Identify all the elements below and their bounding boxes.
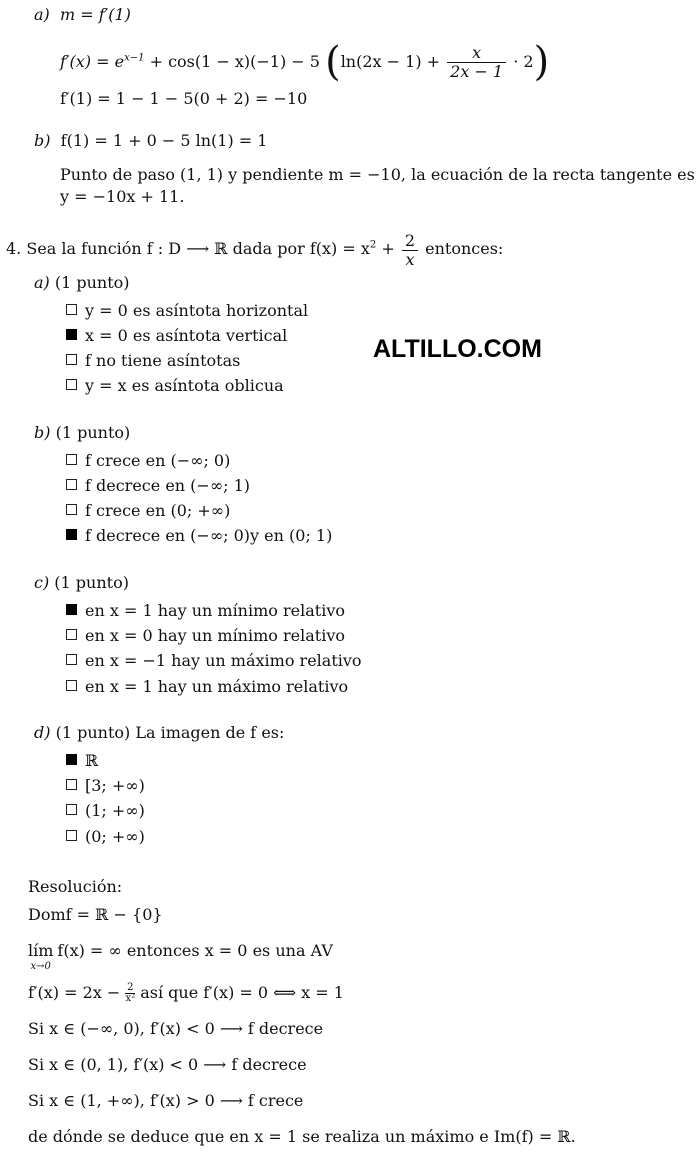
option-item[interactable]: ℝ bbox=[66, 750, 98, 772]
checkbox-icon[interactable] bbox=[66, 354, 77, 365]
tangent-text-2: y = −10x + 11. bbox=[60, 187, 185, 206]
option-item[interactable]: f decrece en (−∞; 1) bbox=[66, 475, 250, 497]
checkbox-checked-icon[interactable] bbox=[66, 754, 77, 765]
subq-c-header: c) (1 punto) bbox=[34, 573, 129, 592]
checkbox-checked-icon[interactable] bbox=[66, 529, 77, 540]
checkbox-checked-icon[interactable] bbox=[66, 329, 77, 340]
derivative-eval: f′(1) = 1 − 1 − 5(0 + 2) = −10 bbox=[60, 89, 308, 108]
checkbox-icon[interactable] bbox=[66, 654, 77, 665]
option-item[interactable]: f no tiene asíntotas bbox=[66, 350, 240, 372]
option-item[interactable]: en x = 1 hay un mínimo relativo bbox=[66, 600, 345, 622]
resolution-title: Resolución: bbox=[28, 877, 123, 896]
subq-b-header: b) (1 punto) bbox=[34, 423, 131, 442]
option-item[interactable]: f crece en (−∞; 0) bbox=[66, 450, 230, 472]
limit-line: lím x→0 f(x) = ∞ entonces x = 0 es una AV bbox=[28, 941, 333, 972]
prev-part-b-header: b) f(1) = 1 + 0 − 5 ln(1) = 1 bbox=[34, 131, 268, 150]
checkbox-icon[interactable] bbox=[66, 804, 77, 815]
option-item[interactable]: en x = 0 hay un mínimo relativo bbox=[66, 625, 345, 647]
checkbox-checked-icon[interactable] bbox=[66, 604, 77, 615]
option-item[interactable]: f crece en (0; +∞) bbox=[66, 500, 230, 522]
derivative-formula: $f'(x) = e^{x-1} + \cos(1 - x)(-1) - 5$ (ln(2x − 1) + $\frac{x}{2x - 1}$ · 2) bbox=[60, 39, 550, 85]
checkbox-icon[interactable] bbox=[66, 779, 77, 790]
derivative-line: f′(x) = 2x − $\frac{2}{\text{x²}}$ así que f′(x) = 0 ⟺ x = 1 bbox=[28, 982, 344, 1004]
checkbox-icon[interactable] bbox=[66, 304, 77, 315]
option-item[interactable]: y = 0 es asíntota horizontal bbox=[66, 300, 308, 322]
checkbox-icon[interactable] bbox=[66, 680, 77, 691]
fraction: $\frac{x}{2x - 1}$ bbox=[447, 44, 506, 81]
option-item[interactable]: y = x es asíntota oblicua bbox=[66, 375, 284, 397]
case-line: Si x ∈ (−∞, 0), f′(x) < 0 ⟶ f decrece bbox=[28, 1019, 324, 1038]
option-item[interactable]: (0; +∞) bbox=[66, 826, 145, 848]
checkbox-icon[interactable] bbox=[66, 379, 77, 390]
domain-line: Domf = ℝ − {0} bbox=[28, 905, 163, 924]
option-item[interactable]: en x = −1 hay un máximo relativo bbox=[66, 650, 362, 672]
watermark: ALTILLO.COM bbox=[373, 335, 542, 363]
tangent-text-1: Punto de paso (1, 1) y pendiente m = −10, la ecuación de la recta tangente es bbox=[60, 165, 695, 184]
option-item[interactable]: en x = 1 hay un máximo relativo bbox=[66, 676, 348, 698]
checkbox-icon[interactable] bbox=[66, 479, 77, 490]
checkbox-icon[interactable] bbox=[66, 830, 77, 841]
subq-d-header: d) (1 punto) La imagen de f es: bbox=[34, 723, 285, 742]
checkbox-icon[interactable] bbox=[66, 629, 77, 640]
option-item[interactable]: x = 0 es asíntota vertical bbox=[66, 325, 287, 347]
checkbox-icon[interactable] bbox=[66, 504, 77, 515]
prev-part-a-header: a) m = f′(1) bbox=[34, 5, 131, 24]
checkbox-icon[interactable] bbox=[66, 454, 77, 465]
option-item[interactable]: f decrece en (−∞; 0)y en (0; 1) bbox=[66, 525, 332, 547]
case-line: Si x ∈ (1, +∞), f′(x) > 0 ⟶ f crece bbox=[28, 1091, 304, 1110]
case-line: Si x ∈ (0, 1), f′(x) < 0 ⟶ f decrece bbox=[28, 1055, 307, 1074]
conclusion-line: de dónde se deduce que en x = 1 se realiza un máximo e Im(f) = ℝ. bbox=[28, 1127, 576, 1146]
option-item[interactable]: [3; +∞) bbox=[66, 775, 145, 797]
option-item[interactable]: (1; +∞) bbox=[66, 800, 145, 822]
fraction: $\frac{2}{x}$ bbox=[402, 232, 418, 269]
limit-operator: lím x→0 bbox=[28, 941, 54, 972]
fraction: $\frac{2}{\text{x²}}$ bbox=[125, 982, 136, 1004]
subq-a-header: a) (1 punto) bbox=[34, 273, 130, 292]
question-4-intro: 4. Sea la función f : D ⟶ ℝ dada por $f(x) = x^2$ + $\frac{2}{x}$ entonces: bbox=[6, 231, 504, 269]
